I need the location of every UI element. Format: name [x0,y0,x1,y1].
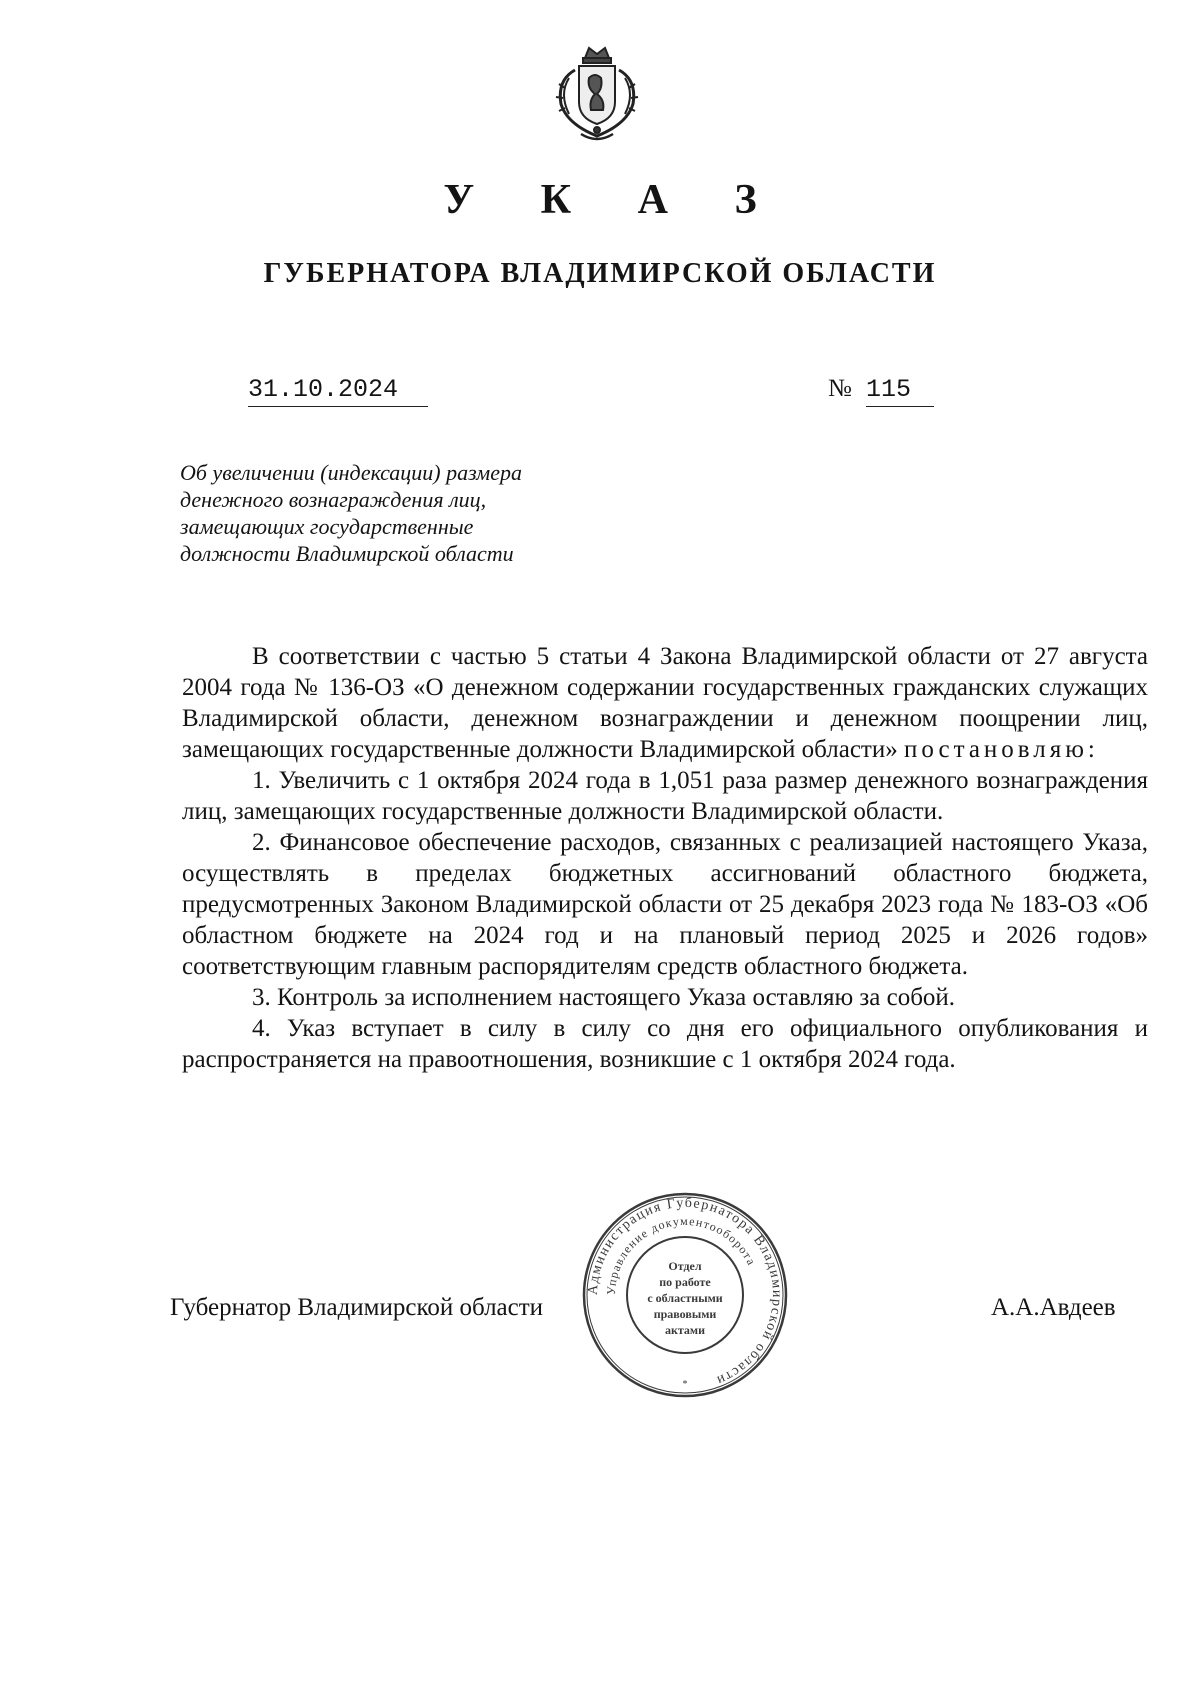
stamp-center-line: актами [664,1323,706,1337]
stamp-inner-text: Управление документооборота [603,1213,759,1296]
decree-body [182,641,1148,1075]
stamp-outer-text: Администрация Губернатора Владимирской области [585,1195,785,1389]
subject-line: денежного вознаграждения лиц, [180,487,487,512]
decree-subject [180,459,600,567]
stamp-center-line: правовыми [653,1307,717,1321]
document-type-title: У К А З [443,177,785,223]
decree-date: 31.10.2024 [248,375,428,407]
coat-of-arms-icon [545,44,649,146]
subject-line: Об увеличении (индексации) размера [180,460,522,485]
decree-item-1: 1. Увеличить с 1 октября 2024 года в 1,051 раза размер денежного вознаграждения лиц, замещающих государственные должности Владимирской области. [182,767,1148,825]
issuer-title: ГУБЕРНАТОРА ВЛАДИМИРСКОЙ ОБЛАСТИ [263,258,937,289]
decree-word: постановляю: [904,736,1099,763]
stamp-center-line: Отдел [668,1259,702,1273]
official-seal-stamp [580,1190,790,1400]
decree-item-3: 3. Контроль за исполнением настоящего Указа оставляю за собой. [252,984,956,1011]
decree-item-4: 4. Указ вступает в силу в силу со дня его официального опубликования и распространяется на правоотношения, возникшие с 1 октября 2024 года. [182,1015,1148,1073]
signatory-position: Губернатор Владимирской области [170,1294,544,1321]
subject-line: замещающих государственные [180,514,474,539]
stamp-center-line: по работе [659,1275,711,1289]
stamp-star-icon: * [682,1379,688,1390]
stamp-center-line: с областными [647,1291,723,1305]
preamble-paragraph [182,641,1148,765]
signatory-name: А.А.Авдеев [991,1294,1116,1321]
decree-item-2: 2. Финансовое обеспечение расходов, связанных с реализацией настоящего Указа, осуществлять в пределах бюджетных ассигнований областного бюджета, предусмотренных Законом Владимирской области от 25 декабря 2023 года № 183-ОЗ «Об областном бюджете на 2024 год и на плановый период 2025 и 2026 годов» соответствующим главным распорядителям средств областного бюджета. [182,829,1148,980]
subject-line: должности Владимирской области [180,541,514,566]
preamble-text: В соответствии с частью 5 статьи 4 Закона Владимирской области от 27 августа 2004 года № 136-ОЗ «О денежном содержании государственных гражданских служащих Владимирской области, денежном вознаграждении и денежном поощрении лиц, замещающих государственные должности Владимирской области» [182,643,1148,763]
decree-number: 115 [866,375,934,407]
number-sign: № [828,375,852,402]
